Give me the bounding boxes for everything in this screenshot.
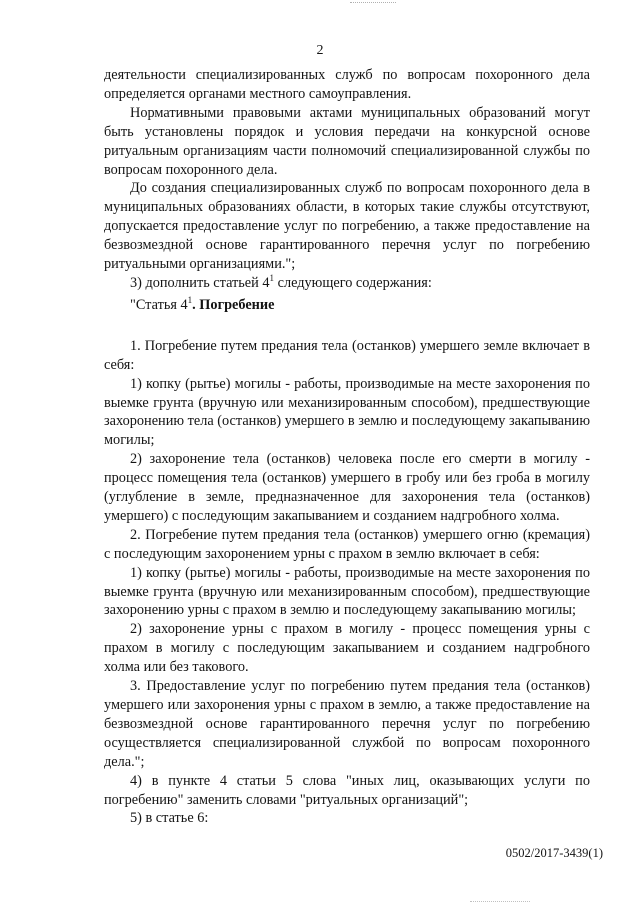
paragraph: 2) захоронение тела (останков) человека после его смерти в могилу - процесс помещения тела (останков) умершего в гробу или без гроба в могилу (углубление в земле, предназначенное для захоронения тела (останков) умершего) с последующим закапыванием и созданием надгробного холма.	[104, 451, 590, 524]
amendment-text: следующего содержания:	[274, 274, 432, 291]
paragraph: 4) в пункте 4 статьи 5 слова "иных лиц, оказывающих услуги по погребению" заменить словами "ритуальных организаций";	[104, 772, 590, 808]
paragraph: деятельности специализированных служб по вопросам похоронного дела определяется органами местного самоуправления.	[104, 67, 590, 102]
paragraph: 1) копку (рытье) могилы - работы, производимые на месте захоронения по выемке грунта (вручную или механизированным способом), предшествующие захоронению тела (останков) умершего в землю и последующему закапыванию могилы;	[104, 375, 590, 449]
article-heading-title: . Погребение	[192, 296, 275, 313]
spacer	[104, 315, 590, 337]
page-number: 2	[316, 43, 324, 58]
paragraph: 1. Погребение путем предания тела (останков) умершего земле включает в себя:	[104, 337, 590, 373]
document-body	[104, 66, 590, 828]
paragraph: Нормативными правовыми актами муниципальных образований могут быть установлены порядок и условия передачи на конкурсной основе ритуальным организациям части полномочий специализированной службы по вопросам похоронного дела.	[104, 104, 590, 178]
scan-artifact	[350, 2, 396, 3]
paragraph: 3. Предоставление услуг по погребению путем предания тела (останков) умершего или захоронения урны с прахом в землю, а также предоставление на безвозмездной основе гарантированного перечня услуг по погребению осуществляется специализированной службой по вопросам похоронного дела.";	[104, 678, 590, 770]
paragraph: 1) копку (рытье) могилы - работы, производимые на месте захоронения по выемке грунта (вручную или механизированным способом), предшествующие захоронению урны с прахом в землю и последующему закапыванию могилы;	[104, 564, 590, 619]
article-heading	[104, 296, 590, 315]
paragraph: 5) в статье 6:	[130, 810, 209, 827]
superscript: 1	[269, 273, 275, 284]
superscript: 1	[187, 295, 193, 306]
article-heading-text: "Статья 4	[130, 296, 188, 313]
amendment-item	[104, 274, 590, 293]
scan-artifact	[470, 901, 530, 902]
paragraph: 2. Погребение путем предания тела (останков) умершего огню (кремация) с последующим захоронением урны с прахом в землю включает в себя:	[104, 526, 590, 562]
amendment-text: 3) дополнить статьей 4	[130, 274, 270, 291]
document-code: 0502/2017-3439(1)	[505, 846, 603, 860]
paragraph: 2) захоронение урны с прахом в могилу - процесс помещения урны с прахом в могилу с последующим закапыванием и созданием надгробного холма или без такового.	[104, 621, 590, 676]
paragraph: До создания специализированных служб по вопросам похоронного дела в муниципальных образованиях области, в которых такие службы отсутствуют, допускается предоставление услуг по погребению, а также предоставление на безвозмездной основе гарантированного перечня услуг по погребению ритуальными организациями.";	[104, 180, 590, 273]
